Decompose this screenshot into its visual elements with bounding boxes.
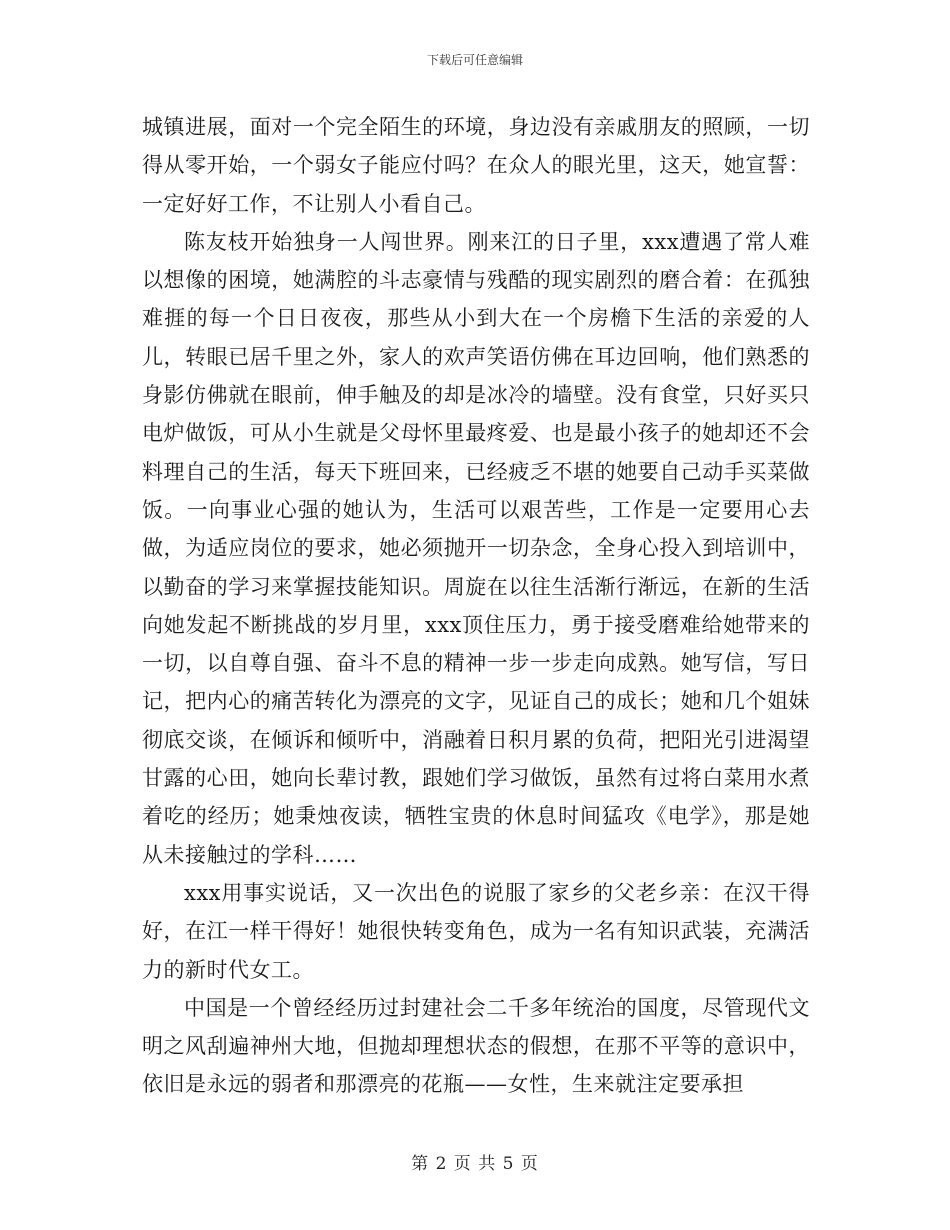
body-paragraph: xxx用事实说话，又一次出色的说服了家乡的父老乡亲：在汉干得好，在江一样干得好！她很快转变角色，成为一名有知识武装，充满活力的新时代女工。 [142, 880, 810, 982]
page-header: 下载后可任意编辑 [426, 53, 523, 67]
body-paragraph: 陈友枝开始独身一人闯世界。刚来江的日子里，xxx遭遇了常人难以想像的困境，她满腔的斗志豪情与残酷的现实剧烈的磨合着：在孤独难捱的每一个日日夜夜，那些从小到大在一个房檐下生活的亲爱的人儿，转眼已居千里之外，家人的欢声笑语仿佛在耳边回响，他们熟悉的身影仿佛就在眼前，伸手触及的却是冰冷的墙壁。没有食堂，只好买只电炉做饭，可从小生就是父母怀里最疼爱、也是最小孩子的她却还不会料理自己的生活，每天下班回来，已经疲乏不堪的她要自己动手买菜做饭。一向事业心强的她认为，生活可以艰苦些，工作是一定要用心去做，为适应岗位的要求，她必须抛开一切杂念，全身心投入到培训中，以勤奋的学习来掌握技能知识。周旋在以往生活渐行渐远，在新的生活向她发起不断挑战的岁月里，xxx顶住压力，勇于接受磨难给她带来的一切，以自尊自强、奋斗不息的精神一步一步走向成熟。她写信，写日记，把内心的痛苦转化为漂亮的文字，见证自己的成长；她和几个姐妹彻底交谈，在倾诉和倾听中，消融着日积月累的负荷，把阳光引进渴望甘露的心田，她向长辈讨教，跟她们学习做饭，虽然有过将白菜用水煮着吃的经历；她秉烛夜读，牺牲宝贵的休息时间猛攻《电学》，那是她从未接触过的学科…… [142, 229, 810, 867]
body-paragraph: 城镇进展，面对一个完全陌生的环境，身边没有亲戚朋友的照顾，一切得从零开始，一个弱女子能应付吗？在众人的眼光里，这天，她宣誓：一定好好工作，不让别人小看自己。 [142, 115, 810, 216]
document-body [142, 108, 810, 1104]
page-number: 第 2 页 共 5 页 [411, 1154, 539, 1174]
body-paragraph: 中国是一个曾经经历过封建社会二千多年统治的国度，尽管现代文明之风刮遍神州大地，但抛却理想状态的假想，在那不平等的意识中，依旧是永远的弱者和那漂亮的花瓶——女性，生来就注定要承担 [142, 995, 810, 1097]
